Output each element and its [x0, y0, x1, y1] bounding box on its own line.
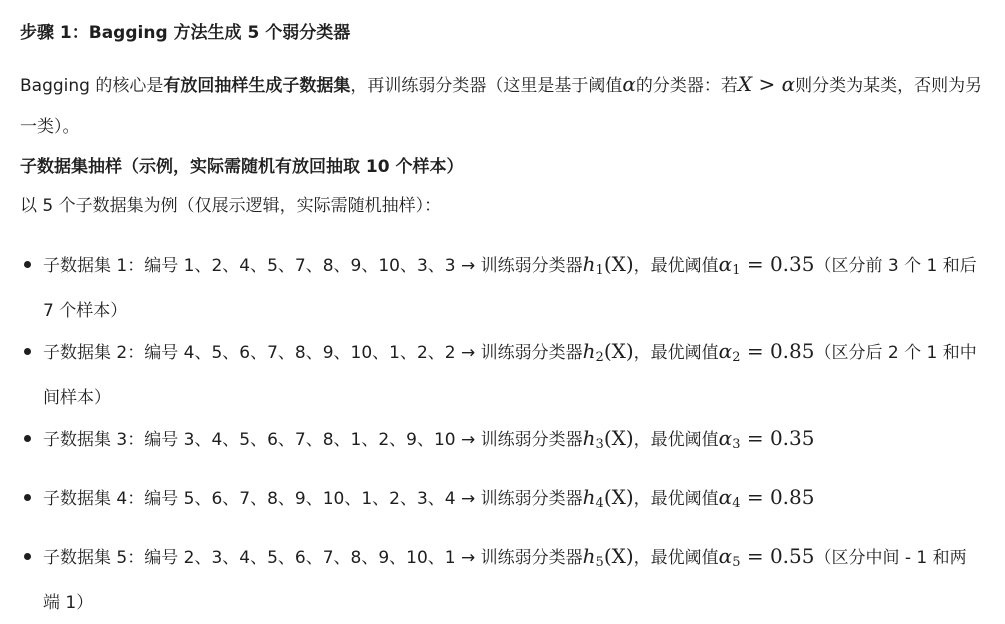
- bullet-icon: [24, 494, 31, 501]
- alpha-value: = 0.35: [740, 252, 815, 276]
- item-label: 子数据集 5：编号 2、3、4、5、6、7、8、9、10、1 → 训练弱分类器: [43, 548, 583, 568]
- alpha-symbol: α: [718, 544, 733, 568]
- item-label: 子数据集 2：编号 4、5、6、7、8、9、10、1、2、2 → 训练弱分类器: [43, 343, 583, 363]
- condition-operator: >: [752, 72, 782, 96]
- alpha-value: = 0.55: [740, 544, 815, 568]
- list-item-text: [43, 536, 978, 624]
- h-argument: (X): [603, 339, 634, 363]
- alpha-subscript: 3: [732, 437, 741, 452]
- alpha-value: = 0.35: [740, 426, 815, 450]
- h-subscript: 2: [595, 350, 604, 365]
- bullet-icon: [24, 261, 31, 268]
- item-mid: ，最优阈值: [633, 343, 719, 363]
- alpha-subscript: 5: [732, 555, 741, 570]
- alpha-subscript: 1: [732, 263, 741, 278]
- h-subscript: 3: [595, 437, 604, 452]
- condition-x: X: [737, 72, 753, 96]
- intro-paragraph: [20, 64, 985, 148]
- subsection-title: 子数据集抽样（示例，实际需随机有放回抽取 10 个样本）: [20, 157, 464, 177]
- h-argument: (X): [603, 252, 634, 276]
- alpha-value: = 0.85: [740, 485, 815, 509]
- alpha-subscript: 2: [732, 350, 741, 365]
- alpha-subscript: 4: [732, 496, 741, 511]
- condition-alpha: α: [781, 72, 796, 96]
- para-after-alpha: 的分类器：若: [635, 76, 738, 96]
- h-argument: (X): [603, 426, 634, 450]
- item-note: （区分中间 - 1 和两端 1）: [43, 548, 967, 613]
- h-symbol: h: [582, 485, 596, 509]
- bullet-icon: [24, 348, 31, 355]
- alpha-symbol: α: [718, 339, 733, 363]
- alpha-symbol: α: [718, 485, 733, 509]
- item-mid: ，最优阈值: [633, 489, 719, 509]
- h-argument: (X): [603, 544, 634, 568]
- h-argument: (X): [603, 485, 634, 509]
- h-subscript: 4: [595, 496, 604, 511]
- alpha-symbol: α: [622, 72, 636, 96]
- alpha-value: = 0.85: [740, 339, 815, 363]
- list-item-text: [43, 244, 978, 332]
- item-mid: ，最优阈值: [633, 430, 719, 450]
- item-label: 子数据集 1：编号 1、2、4、5、7、8、9、10、3、3 → 训练弱分类器: [43, 256, 583, 276]
- para-bold: 有放回抽样生成子数据集: [163, 76, 351, 96]
- item-mid: ，最优阈值: [633, 256, 719, 276]
- bullet-icon: [24, 553, 31, 560]
- alpha-symbol: α: [718, 252, 733, 276]
- h-symbol: h: [582, 339, 596, 363]
- alpha-symbol: α: [718, 426, 733, 450]
- bullet-icon: [24, 435, 31, 442]
- intro-line: 以 5 个子数据集为例（仅展示逻辑，实际需随机抽样）：: [20, 196, 442, 216]
- para-prefix: Bagging 的核心是: [20, 76, 164, 96]
- item-label: 子数据集 3：编号 3、4、5、6、7、8、1、2、9、10 → 训练弱分类器: [43, 430, 583, 450]
- item-label: 子数据集 4：编号 5、6、7、8、9、10、1、2、3、4 → 训练弱分类器: [43, 489, 583, 509]
- h-symbol: h: [582, 426, 596, 450]
- list-item-text: [43, 418, 978, 465]
- para-suffix: 则分类为某类，否则为另一类）。: [20, 76, 983, 137]
- item-note: （区分后 2 个 1 和中间样本）: [43, 343, 977, 408]
- step-title: 步骤 1：Bagging 方法生成 5 个弱分类器: [20, 23, 351, 43]
- list-item-text: [43, 331, 978, 419]
- list-item-text: [43, 477, 978, 524]
- h-subscript: 1: [595, 263, 604, 278]
- h-subscript: 5: [595, 555, 604, 570]
- h-symbol: h: [582, 544, 596, 568]
- para-middle: ，再训练弱分类器（这里是基于阈值: [350, 76, 623, 96]
- item-note: （区分前 3 个 1 和后 7 个样本）: [43, 256, 977, 321]
- item-mid: ，最优阈值: [633, 548, 719, 568]
- h-symbol: h: [582, 252, 596, 276]
